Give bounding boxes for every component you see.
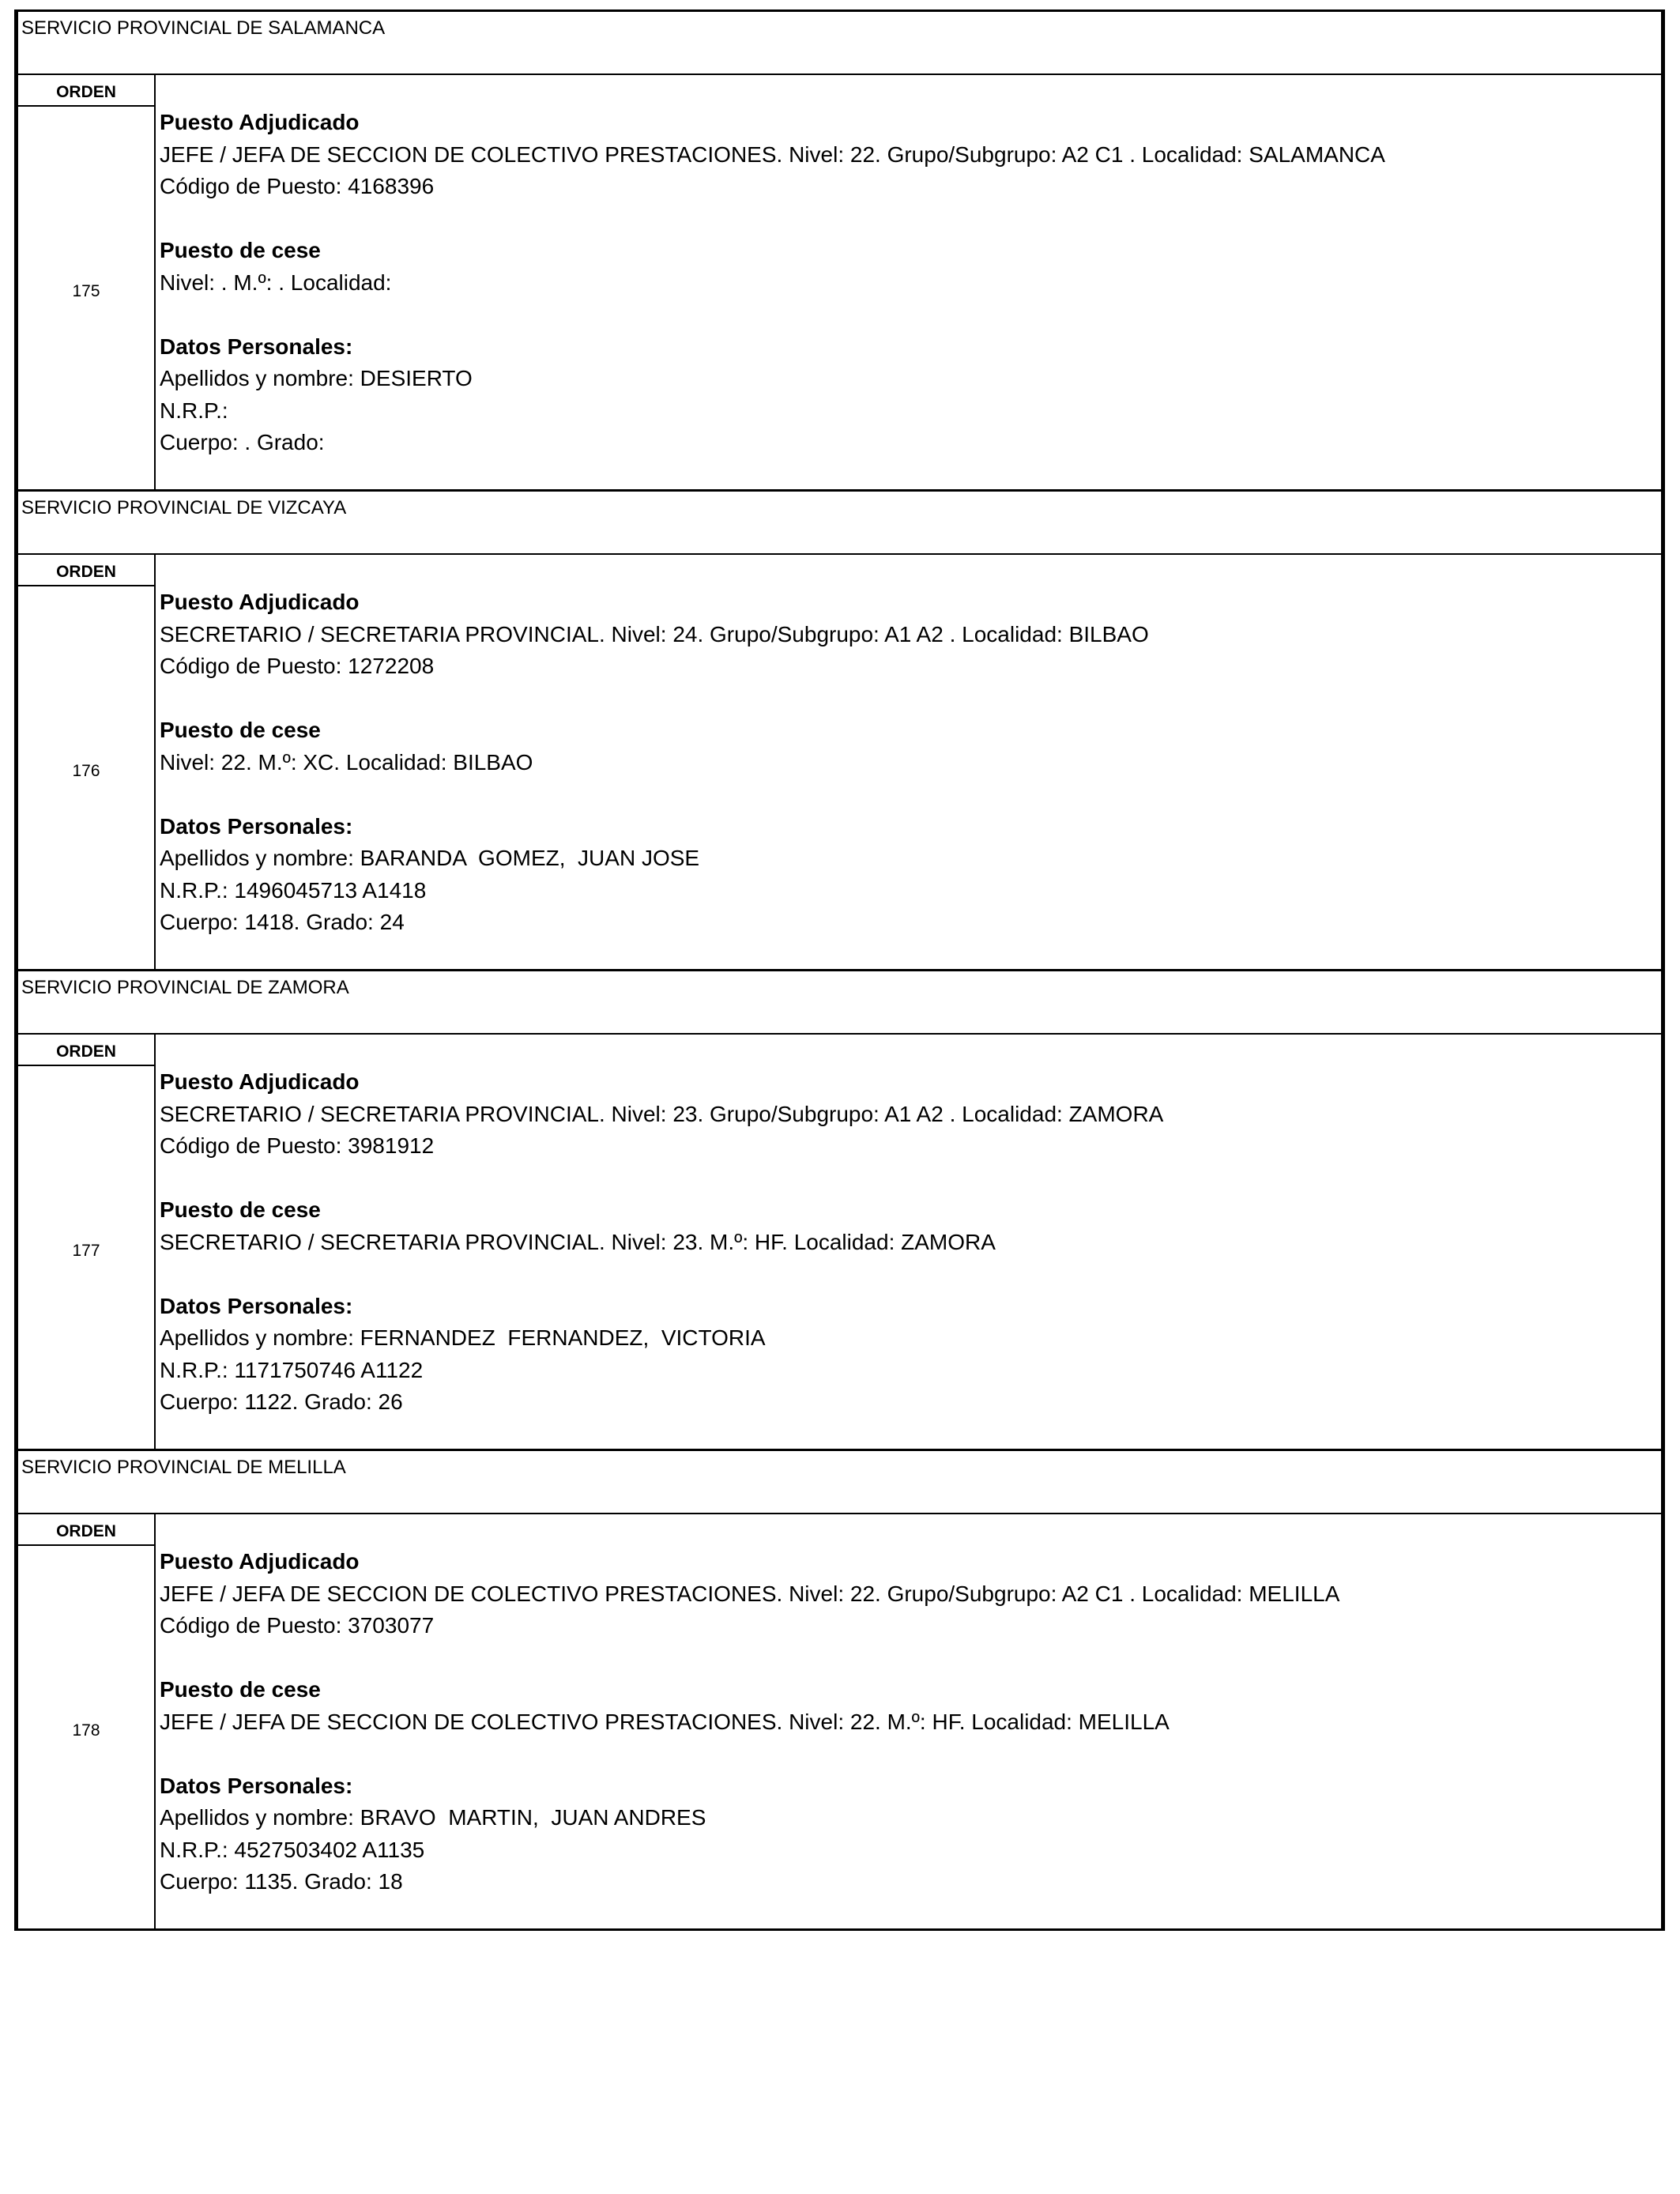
datos-personales-heading: Datos Personales: [160,1293,353,1318]
orden-label: ORDEN [18,75,154,107]
datos-personales-heading: Datos Personales: [160,813,353,839]
apellidos-nombre: Apellidos y nombre: BARANDA GOMEZ, JUAN JOSE [160,846,700,870]
orden-column [18,1035,156,1449]
section-zamora [18,971,1661,1451]
apellidos-nombre: Apellidos y nombre: DESIERTO [160,366,473,390]
section-melilla [18,1451,1661,1931]
apellidos-nombre: Apellidos y nombre: FERNANDEZ FERNANDEZ, VICTORIA [160,1325,766,1350]
spacer [160,683,1661,715]
section-header: SERVICIO PROVINCIAL DE ZAMORA [18,971,1661,1035]
puesto-adjudicado-description: SECRETARIO / SECRETARIA PROVINCIAL. Nivel: 24. Grupo/Subgrupo: A1 A2 . Localidad: BILBAO [160,621,1149,647]
section-header: SERVICIO PROVINCIAL DE VIZCAYA [18,492,1661,555]
datos-personales-heading: Datos Personales: [160,1773,353,1798]
puesto-cese-description: SECRETARIO / SECRETARIA PROVINCIAL. Nivel: 23. M.º: HF. Localidad: ZAMORA [160,1229,996,1254]
section-header: SERVICIO PROVINCIAL DE MELILLA [18,1451,1661,1514]
detail-column [156,555,1661,969]
cuerpo-grado: Cuerpo: 1122. Grado: 26 [160,1389,403,1414]
codigo-puesto: Código de Puesto: 1272208 [160,654,435,678]
spacer [160,778,1661,811]
puesto-cese-heading: Puesto de cese [160,238,321,262]
detail-column [156,1514,1661,1928]
spacer [160,1642,1661,1675]
document-table [14,9,1665,1931]
codigo-puesto: Código de Puesto: 4168396 [160,174,435,198]
orden-column [18,1514,156,1928]
orden-number: 176 [72,762,100,780]
record-block [18,75,1661,492]
orden-label: ORDEN [18,555,154,586]
puesto-cese-heading: Puesto de cese [160,1197,321,1222]
puesto-adjudicado-description: JEFE / JEFA DE SECCION DE COLECTIVO PRESTACIONES. Nivel: 22. Grupo/Subgrupo: A2 C1 . Localidad: SALAMANCA [160,141,1385,167]
section-header: SERVICIO PROVINCIAL DE SALAMANCA [18,12,1661,75]
spacer [160,203,1661,236]
puesto-cese-description: JEFE / JEFA DE SECCION DE COLECTIVO PRESTACIONES. Nivel: 22. M.º: HF. Localidad: MELILLA [160,1709,1170,1734]
puesto-adjudicado-heading: Puesto Adjudicado [160,1549,360,1574]
orden-label: ORDEN [18,1514,154,1546]
codigo-puesto: Código de Puesto: 3703077 [160,1613,435,1638]
record-block [18,1035,1661,1451]
puesto-adjudicado-description: SECRETARIO / SECRETARIA PROVINCIAL. Nivel: 23. Grupo/Subgrupo: A1 A2 . Localidad: ZAMORA [160,1101,1164,1126]
spacer [160,299,1661,331]
orden-number: 178 [72,1721,100,1740]
detail-column [156,75,1661,489]
puesto-cese-heading: Puesto de cese [160,1677,321,1702]
puesto-cese-heading: Puesto de cese [160,718,321,742]
puesto-cese-description: Nivel: . M.º: . Localidad: [160,270,392,295]
cuerpo-grado: Cuerpo: 1418. Grado: 24 [160,910,405,934]
codigo-puesto: Código de Puesto: 3981912 [160,1133,435,1158]
puesto-adjudicado-heading: Puesto Adjudicado [160,590,360,614]
detail-column [156,1035,1661,1449]
spacer [160,1163,1661,1195]
orden-column [18,555,156,969]
nrp: N.R.P.: [160,398,228,423]
orden-label: ORDEN [18,1035,154,1066]
datos-personales-heading: Datos Personales: [160,334,353,359]
apellidos-nombre: Apellidos y nombre: BRAVO MARTIN, JUAN ANDRES [160,1805,706,1830]
puesto-adjudicado-heading: Puesto Adjudicado [160,110,360,134]
nrp: N.R.P.: 1496045713 A1418 [160,877,427,903]
orden-number: 175 [72,282,100,300]
record-block [18,555,1661,971]
spacer [160,1738,1661,1770]
puesto-adjudicado-description: JEFE / JEFA DE SECCION DE COLECTIVO PRESTACIONES. Nivel: 22. Grupo/Subgrupo: A2 C1 . Localidad: MELILLA [160,1581,1340,1606]
section-salamanca [18,12,1661,492]
nrp: N.R.P.: 1171750746 A1122 [160,1357,424,1382]
record-block [18,1514,1661,1931]
cuerpo-grado: Cuerpo: 1135. Grado: 18 [160,1869,403,1894]
spacer [160,1258,1661,1291]
orden-column [18,75,156,489]
orden-number: 177 [72,1242,100,1260]
section-vizcaya [18,492,1661,971]
cuerpo-grado: Cuerpo: . Grado: [160,430,325,454]
nrp: N.R.P.: 4527503402 A1135 [160,1837,425,1862]
puesto-cese-description: Nivel: 22. M.º: XC. Localidad: BILBAO [160,749,533,775]
puesto-adjudicado-heading: Puesto Adjudicado [160,1069,360,1094]
